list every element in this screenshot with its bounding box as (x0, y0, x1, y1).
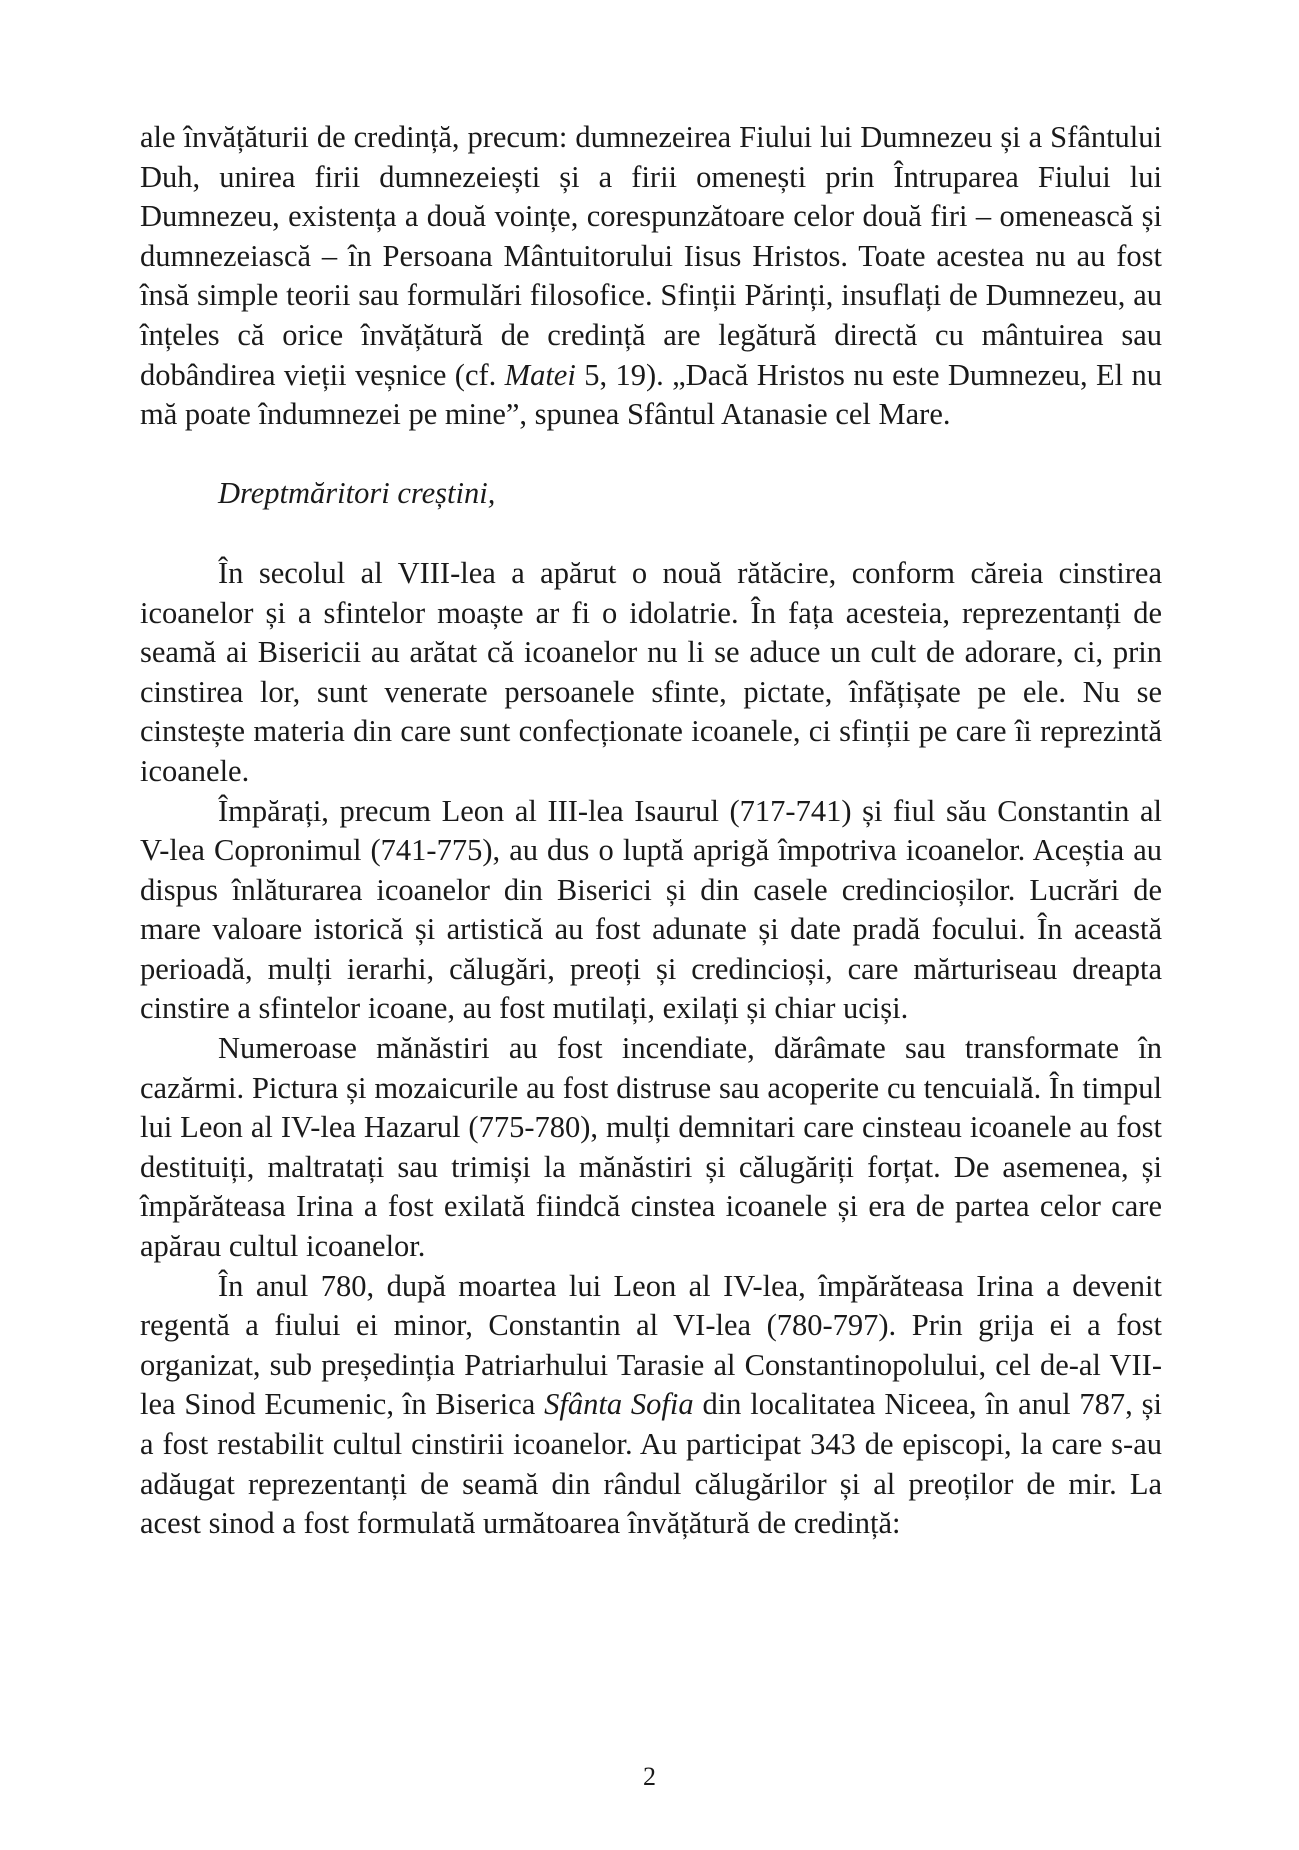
page-body (140, 118, 1162, 1544)
paragraph-1 (140, 118, 1162, 435)
section-address: Dreptmăritori creștini, (218, 476, 496, 511)
paragraph-4: Numeroase mănăstiri au fost incendiate, dărâmate sau transformate în cazărmi. Pictura și mozaicurile au fost distruse sau acoperite cu tencuială. În timpul lui Leon al IV-lea Hazarul (775-780), mulți demnitari care cinsteau icoanele au fost destituiți, maltratați sau trimiși la mănăstiri și călugăriți forțat. De asemenea, și împărăteasa Irina a fost exilată fiindcă cinstea icoanele și era de partea celor care apărau cultul icoanelor. (140, 1031, 1162, 1264)
paragraph-5 (140, 1267, 1162, 1544)
page-number: 2 (643, 1762, 656, 1791)
paragraph-2: În secolul al VIII-lea a apărut o nouă rătăcire, conform căreia cinstirea icoanelor și a sfintelor moaște ar fi o idolatrie. În fața acesteia, reprezentanți de seamă ai Bisericii au arătat că icoanelor nu li se aduce un cult de adorare, ci, prin cinstirea lor, sunt venerate persoanele sfinte, pictate, înfățișate pe ele. Nu se cinstește materia din care sunt confecționate icoanele, ci sfinții pe care îi reprezintă icoanele. (140, 555, 1162, 788)
paragraph-1-text: ale învățăturii de credință, precum: dumnezeirea Fiului lui Dumnezeu și a Sfântului Duh, unirea firii dumnezeiești și a firii omenești prin Întruparea Fiului lui Dumnezeu, existența a două voințe, corespunzătoare celor două firi – omenească și dumnezeiască – în Persoana Mântuitorului Iisus Hristos. Toate acestea nu au fost însă simple teorii sau formulări filosofice. Sfinții Părinți, insuflați de Dumnezeu, au înțeles că orice învățătură de credință are legătură directă cu mântuirea sau dobândirea vieții veșnice (cf. (140, 120, 1162, 392)
paragraph-5-text: În anul 780, după moartea lui Leon al IV-lea, împărăteasa Irina a devenit regentă a fiului ei minor, Constantin al VI-lea (780-797). Prin grija ei a fost organizat, sub președinția Patriarhului Tarasie al Constantinopolului, cel de-al VII-lea Sinod Ecumenic, în Biserica (140, 1268, 1162, 1422)
paragraph-5-church-name: Sfânta Sofia (544, 1387, 694, 1422)
paragraph-5-text-end: din localitatea Niceea, în anul 787, și a fost restabilit cultul cinstirii icoanelor. Au participat 343 de episcopi, la care s-au adăugat reprezentanți de seamă din rândul călugărilor și al preoților de mir. La acest sinod a fost formulată următoarea învățătură de credință: (140, 1387, 1162, 1541)
paragraph-1-text-end: 5, 19). „Dacă Hristos nu este Dumnezeu, El nu mă poate îndumnezei pe mine”, spunea Sfântul Atanasie cel Mare. (140, 357, 1162, 432)
paragraph-1-citation-book: Matei (504, 357, 576, 392)
paragraph-3: Împărați, precum Leon al III-lea Isaurul (717-741) și fiul său Constantin al V-lea Copronimul (741-775), au dus o luptă aprigă împotriva icoanelor. Aceștia au dispus înlăturarea icoanelor din Biserici și din casele credincioșilor. Lucrări de mare valoare istorică și artistică au fost adunate și date pradă focului. În această perioadă, mulți ierarhi, călugări, preoți și credincioși, care mărturiseau dreapta cinstire a sfintelor icoane, au fost mutilați, exilați și chiar uciși. (140, 793, 1162, 1026)
